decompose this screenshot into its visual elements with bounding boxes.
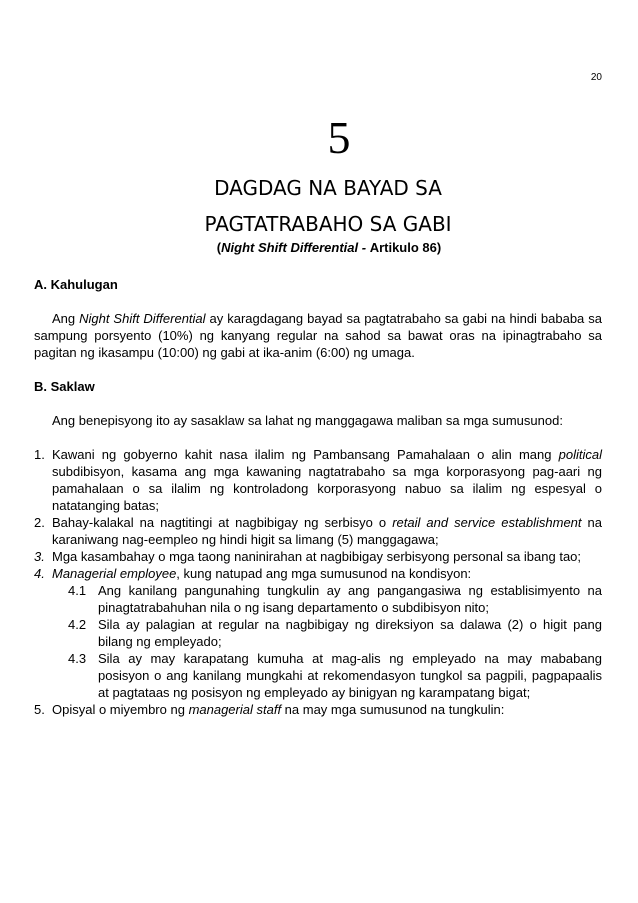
sub-item-4-3 [68, 650, 602, 701]
list-number: 1. [34, 447, 45, 462]
list-number: 3. [34, 549, 45, 564]
sub-text: Ang kanilang pangunahing tungkulin ay ang pangangasiwa ng establisimyento na pinagtatrabahuhan nila o ng isang departamento o subdibisyon nito; [98, 583, 602, 615]
list-text: Mga kasambahay o mga taong naninirahan at nagbibigay serbisyong personal sa ibang tao; [52, 549, 582, 564]
sub-text: Sila ay palagian at regular na nagbibigay ng direksiyon sa dalawa (2) o higit pang bilang ng empleyado; [98, 617, 602, 649]
list-text [52, 446, 602, 514]
section-b-heading: B. Saklaw [34, 379, 95, 394]
subtitle-open: ( [216, 240, 222, 255]
text: na may mga sumusunod na tungkulin: [281, 702, 505, 717]
sub-number: 4.1 [68, 583, 87, 598]
text: subdibisyon, kasama ang mga kawaning nagtatrabaho sa mga korporasyong pag-aari ng pamahalaan o sa ilalim ng kontroladong korporasyong nabuo sa ilalim ng espesyal o natatanging batas; [52, 464, 602, 513]
sub-number: 4.3 [68, 651, 87, 666]
section-a-heading: A. Kahulugan [34, 277, 118, 292]
sub-item-4-1 [68, 582, 602, 616]
text: Opisyal o miyembro ng [52, 702, 189, 717]
emphasis: retail and service establishment [392, 515, 582, 530]
sub-text: Sila ay may karapatang kumuha at mag-alis ng empleyado na may mababang posisyon o ang kanilang mungkahi at rekomendasyon tungkol sa pagpili, pagpapaalis at pagtataas ng posisyon ng empleyado ay binigyan ng karampatang bigat; [98, 651, 602, 700]
list-text [52, 514, 602, 548]
subtitle-article: Artikulo 86) [369, 240, 442, 255]
emphasis: managerial staff [188, 702, 282, 717]
body-content [34, 276, 602, 718]
text: ay karagdagang bayad sa pagtatrabaho sa gabi na hindi bababa sa sampung porsyento (10%) ng kanyang regular na sahod sa bawat oras na ipinagtrabaho sa pagitan ng ikasampu (10:00) ng gabi at ika-anim (6:00) ng umaga. [34, 311, 602, 360]
list-item-2 [34, 514, 602, 548]
text: Ang [52, 311, 80, 326]
chapter-title-line-1: DAGDAG NA BAYAD SA [214, 176, 442, 200]
list-item-4 [34, 565, 602, 582]
list-item-5 [34, 701, 602, 718]
list-text [52, 701, 602, 718]
chapter-number: 5 [327, 112, 351, 163]
text: na karaniwang nag-eempleo ng hindi higit sa limang (5) manggagawa; [52, 515, 603, 547]
section-b-intro: Ang benepisyong ito ay sasaklaw sa lahat ng manggagawa maliban sa mga sumusunod: [52, 413, 563, 428]
chapter-subtitle [0, 240, 638, 255]
list-number: 2. [34, 515, 45, 530]
list-item-3 [34, 548, 602, 565]
text: , kung natupad ang mga sumusunod na kondisyon: [176, 566, 472, 581]
list-text [52, 565, 602, 582]
chapter-title [0, 170, 638, 242]
section-a-paragraph [34, 310, 602, 361]
chapter-title-line-2: PAGTATRABAHO SA GABI [204, 212, 452, 236]
subtitle-english-term: Night Shift Differential - [221, 240, 370, 255]
list-number: 5. [34, 702, 45, 717]
emphasis: Managerial employee [52, 566, 177, 581]
emphasis: political [558, 447, 602, 462]
page-number: 20 [590, 72, 602, 83]
list-number: 4. [34, 566, 45, 581]
sub-item-4-2 [68, 616, 602, 650]
emphasis: Night Shift Differential [79, 311, 206, 326]
text: Kawani ng gobyerno kahit nasa ilalim ng Pambansang Pamahalaan o alin mang [52, 447, 559, 462]
list-item-1 [34, 446, 602, 514]
text: Bahay-kalakal na nagtitingi at nagbibigay ng serbisyo o [52, 515, 393, 530]
sub-number: 4.2 [68, 617, 87, 632]
